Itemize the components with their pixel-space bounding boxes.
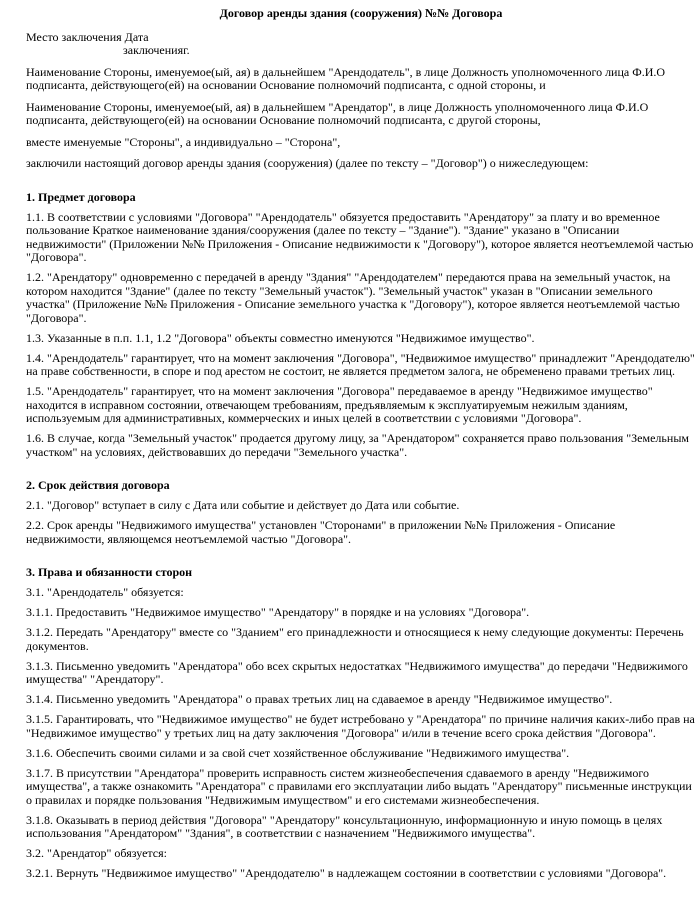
clause-3-2-1: 3.2.1. Вернуть "Недвижимое имущество" "Арендодателю" в надлежащем состоянии в соответствии с условиями "Договора". <box>26 866 667 880</box>
clause-3-1-3: 3.1.3. Письменно уведомить "Арендатора" обо всех скрытых недостатках "Недвижимого имущества" до передачи "Недвижимого имущества" "Арендатору". <box>26 658 688 686</box>
clause-3-2: 3.2. "Арендатор" обязуется: <box>26 846 167 860</box>
section-rights-obligations <box>26 566 696 881</box>
section-1-heading: 1. Предмет договора <box>26 189 136 204</box>
clause-1-2: 1.2. "Арендатору" одновременно с передачей в аренду "Здания" "Арендодателем" передаются права на земельный участок, на котором находится "Здание" (далее по тексту "Земельный участок"). "Земельный участок" указан в "Описании земельного участка" (Приложение №№ Приложения - Описание земельного участка к "Договору"), которое является неотъемлемой частью "Договора". <box>26 270 680 325</box>
clause-3-1-8: 3.1.8. Оказывать в период действия "Договора" "Арендатору" консультационную, информационную и иную помощь в целях использования "Арендатором" "Здания", в соответствии с назначением "Недвижимого имущества". <box>26 812 663 840</box>
place-date-line1: Место заключения Дата <box>26 29 149 44</box>
clause-1-3: 1.3. Указанные в п.п. 1.1, 1.2 "Договора" объекты совместно именуются "Недвижимое имущество". <box>26 330 535 345</box>
section-subject <box>26 191 696 460</box>
clause-1-4: 1.4. "Арендодатель" гарантирует, что на момент заключения "Договора", "Недвижимое имущество" принадлежит "Арендодателю" на праве собственности, в споре и под арестом не состоит, не является предметом залога, не обременено правами третьих лиц. <box>26 350 695 378</box>
preamble-lessee: Наименование Стороны, именуемое(ый, ая) в дальнейшем "Арендатор", в лице Должность уполномоченного лица Ф.И.О подписанта, действующего(ей) на основании Основание полномочий подписанта, с другой стороны, <box>26 99 649 127</box>
preamble-together-named: вместе именуемые "Стороны", а индивидуально – "Сторона", <box>26 134 341 149</box>
clause-3-1-6: 3.1.6. Обеспечить своими силами и за свой счет хозяйственное обслуживание "Недвижимого имущества". <box>26 745 570 760</box>
clause-3-1-1: 3.1.1. Предоставить "Недвижимое имущество" "Арендатору" в порядке и на условиях "Договора". <box>26 605 530 619</box>
clause-3-1-4: 3.1.4. Письменно уведомить "Арендатора" о правах третьих лиц на сдаваемое в аренду "Недвижимое имущество". <box>26 692 613 706</box>
clause-3-1-2: 3.1.2. Передать "Арендатору" вместе со "Зданием" его принадлежности и относящиеся к нему следующие документы: Перечень документов. <box>26 625 684 653</box>
clause-2-2: 2.2. Срок аренды "Недвижимого имущества" установлен "Сторонами" в приложении №№ Приложения - Описание недвижимости, являющемся неотъемлемой частью "Договора". <box>26 518 616 546</box>
clause-3-1-5: 3.1.5. Гарантировать, что "Недвижимое имущество" не будет истребовано у "Арендатора" по причине наличия каких-либо прав на "Недвижимое имущество" у третьих лиц на дату заключения "Договора" и/или в течение всего срока действия "Договора". <box>26 712 695 740</box>
section-term <box>26 479 696 546</box>
section-2-heading: 2. Срок действия договора <box>26 478 170 492</box>
preamble <box>26 66 696 171</box>
place-date-block <box>26 31 696 58</box>
section-3-heading: 3. Права и обязанности сторон <box>26 565 193 579</box>
clause-1-1: 1.1. В соответствии с условиями "Договора" "Арендодатель" обязуется предоставить "Арендатору" за плату и во временное пользование Краткое наименование здания/сооружения (далее по тексту – "Здание"). "Здание" указано в "Описании недвижимости" (Приложении №№ Приложения - Описание недвижимости к "Договору"), которое является неотъемлемой частью "Договора". <box>26 209 694 264</box>
clause-3-1-7: 3.1.7. В присутствии "Арендатора" проверить исправность систем жизнеобеспечения сдаваемого в аренду "Недвижимого имущества", а также ознакомить "Арендатора" с правилами его эксплуатации либо выдать "Арендатору" письменные инструкции о правилах и порядке пользования "Недвижимым имуществом" и его системами жизнеобеспечения. <box>26 765 692 807</box>
clause-1-6: 1.6. В случае, когда "Земельный участок" продается другому лицу, за "Арендатором" сохраняется право пользования "Земельным участком" на условиях, действовавших до передачи "Земельного участка". <box>26 431 689 459</box>
preamble-concluded: заключили настоящий договор аренды здания (сооружения) (далее по тексту – "Договор") о нижеследующем: <box>26 156 589 170</box>
place-date-line2: заключенияг. <box>123 43 190 57</box>
preamble-lessor: Наименование Стороны, именуемое(ый, ая) в дальнейшем "Арендодатель", в лице Должность уполномоченного лица Ф.И.О подписанта, действующего(ей) на основании Основание полномочий подписанта, с одной стороны, и <box>26 64 666 92</box>
clause-2-1: 2.1. "Договор" вступает в силу с Дата или событие и действует до Дата или событие. <box>26 498 460 512</box>
clause-1-5: 1.5. "Арендодатель" гарантирует, что на момент заключения "Договора" передаваемое в аренду "Недвижимое имущество" находится в исправном состоянии, отвечающем требованиям, предъявляемым к эксплуатируемым нежилым зданиям, используемым для административных, коммерческих и иных целей в соответствии с условиями "Договора". <box>26 384 653 425</box>
clause-3-1: 3.1. "Арендодатель" обязуется: <box>26 585 184 599</box>
document-title: Договор аренды здания (сооружения) №№ Договора <box>219 6 503 20</box>
